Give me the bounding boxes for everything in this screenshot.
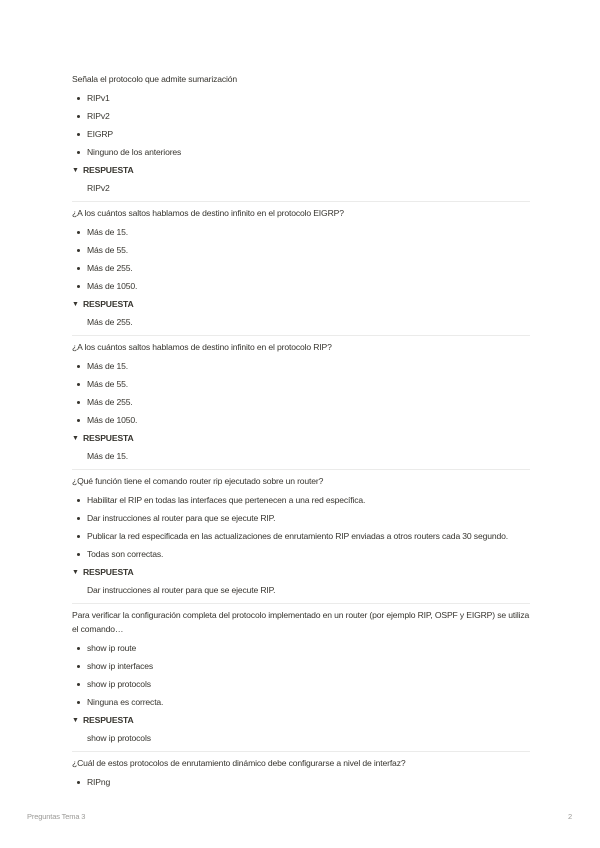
- answer-toggle[interactable]: [72, 714, 530, 745]
- question-block: [72, 751, 530, 789]
- answer-toggle[interactable]: [72, 432, 530, 463]
- triangle-down-icon[interactable]: ▼: [72, 717, 79, 724]
- option-item: Más de 15.: [72, 226, 530, 239]
- question-text: Señala el protocolo que admite sumarización: [72, 74, 238, 84]
- option-item: Todas son correctas.: [72, 548, 530, 561]
- answer-text: Más de 15.: [87, 451, 129, 461]
- options-list: [72, 360, 530, 427]
- answer-toggle[interactable]: [72, 164, 530, 195]
- answer-text: Más de 255.: [87, 317, 133, 327]
- page-number: 2: [567, 812, 572, 821]
- option-item: Ninguno de los anteriores: [72, 146, 530, 159]
- question-text: ¿Qué función tiene el comando router rip ejecutado sobre un router?: [72, 476, 324, 486]
- option-item: Dar instrucciones al router para que se ejecute RIP.: [72, 512, 530, 525]
- question-text: ¿A los cuántos saltos hablamos de destino infinito en el protocolo RIP?: [72, 342, 332, 352]
- answer-toggle-header[interactable]: [72, 164, 530, 177]
- answer-text: RIPv2: [87, 183, 110, 193]
- option-item: show ip protocols: [72, 678, 530, 691]
- question-text: ¿A los cuántos saltos hablamos de destino infinito en el protocolo EIGRP?: [72, 208, 344, 218]
- question-text: ¿Cuál de estos protocolos de enrutamiento dinámico debe configurarse a nivel de interfaz?: [72, 758, 406, 768]
- question-block: [72, 201, 530, 329]
- options-list: [72, 92, 530, 159]
- answer-toggle[interactable]: [72, 566, 530, 597]
- options-list: [72, 642, 530, 709]
- triangle-down-icon[interactable]: ▼: [72, 167, 79, 174]
- question-block: [72, 469, 530, 597]
- option-item: Más de 55.: [72, 244, 530, 257]
- page-content: [72, 72, 530, 794]
- option-item: Más de 15.: [72, 360, 530, 373]
- option-item: show ip interfaces: [72, 660, 530, 673]
- answer-label: RESPUESTA: [83, 165, 134, 175]
- answer-toggle-header[interactable]: [72, 298, 530, 311]
- answer-label: RESPUESTA: [83, 715, 134, 725]
- footer-title: Preguntas Tema 3: [27, 812, 86, 821]
- option-item: Más de 1050.: [72, 414, 530, 427]
- answer-toggle[interactable]: [72, 298, 530, 329]
- option-item: RIPng: [72, 776, 530, 789]
- triangle-down-icon[interactable]: ▼: [72, 435, 79, 442]
- answer-label: RESPUESTA: [83, 299, 134, 309]
- option-item: Publicar la red especificada en las actualizaciones de enrutamiento RIP enviadas a otros routers cada 30 segundo.: [72, 530, 530, 543]
- answer-toggle-header[interactable]: [72, 566, 530, 579]
- option-item: Más de 1050.: [72, 280, 530, 293]
- options-list: [72, 776, 530, 789]
- question-text: Para verificar la configuración completa del protocolo implementado en un router (por ejemplo RIP, OSPF y EIGRP) se utiliza el comando…: [72, 610, 530, 634]
- option-item: Ninguna es correcta.: [72, 696, 530, 709]
- option-item: EIGRP: [72, 128, 530, 141]
- option-item: Habilitar el RIP en todas las interfaces que pertenecen a una red específica.: [72, 494, 530, 507]
- options-list: [72, 494, 530, 561]
- option-item: RIPv1: [72, 92, 530, 105]
- option-item: RIPv2: [72, 110, 530, 123]
- question-block: [72, 335, 530, 463]
- answer-toggle-header[interactable]: [72, 432, 530, 445]
- answer-label: RESPUESTA: [83, 433, 134, 443]
- question-block: [72, 72, 530, 195]
- option-item: show ip route: [72, 642, 530, 655]
- options-list: [72, 226, 530, 293]
- answer-toggle-header[interactable]: [72, 714, 530, 727]
- triangle-down-icon[interactable]: ▼: [72, 301, 79, 308]
- option-item: Más de 55.: [72, 378, 530, 391]
- triangle-down-icon[interactable]: ▼: [72, 569, 79, 576]
- answer-text: Dar instrucciones al router para que se ejecute RIP.: [87, 585, 276, 595]
- answer-label: RESPUESTA: [83, 567, 134, 577]
- question-block: [72, 603, 530, 745]
- option-item: Más de 255.: [72, 262, 530, 275]
- answer-text: show ip protocols: [87, 733, 151, 743]
- option-item: Más de 255.: [72, 396, 530, 409]
